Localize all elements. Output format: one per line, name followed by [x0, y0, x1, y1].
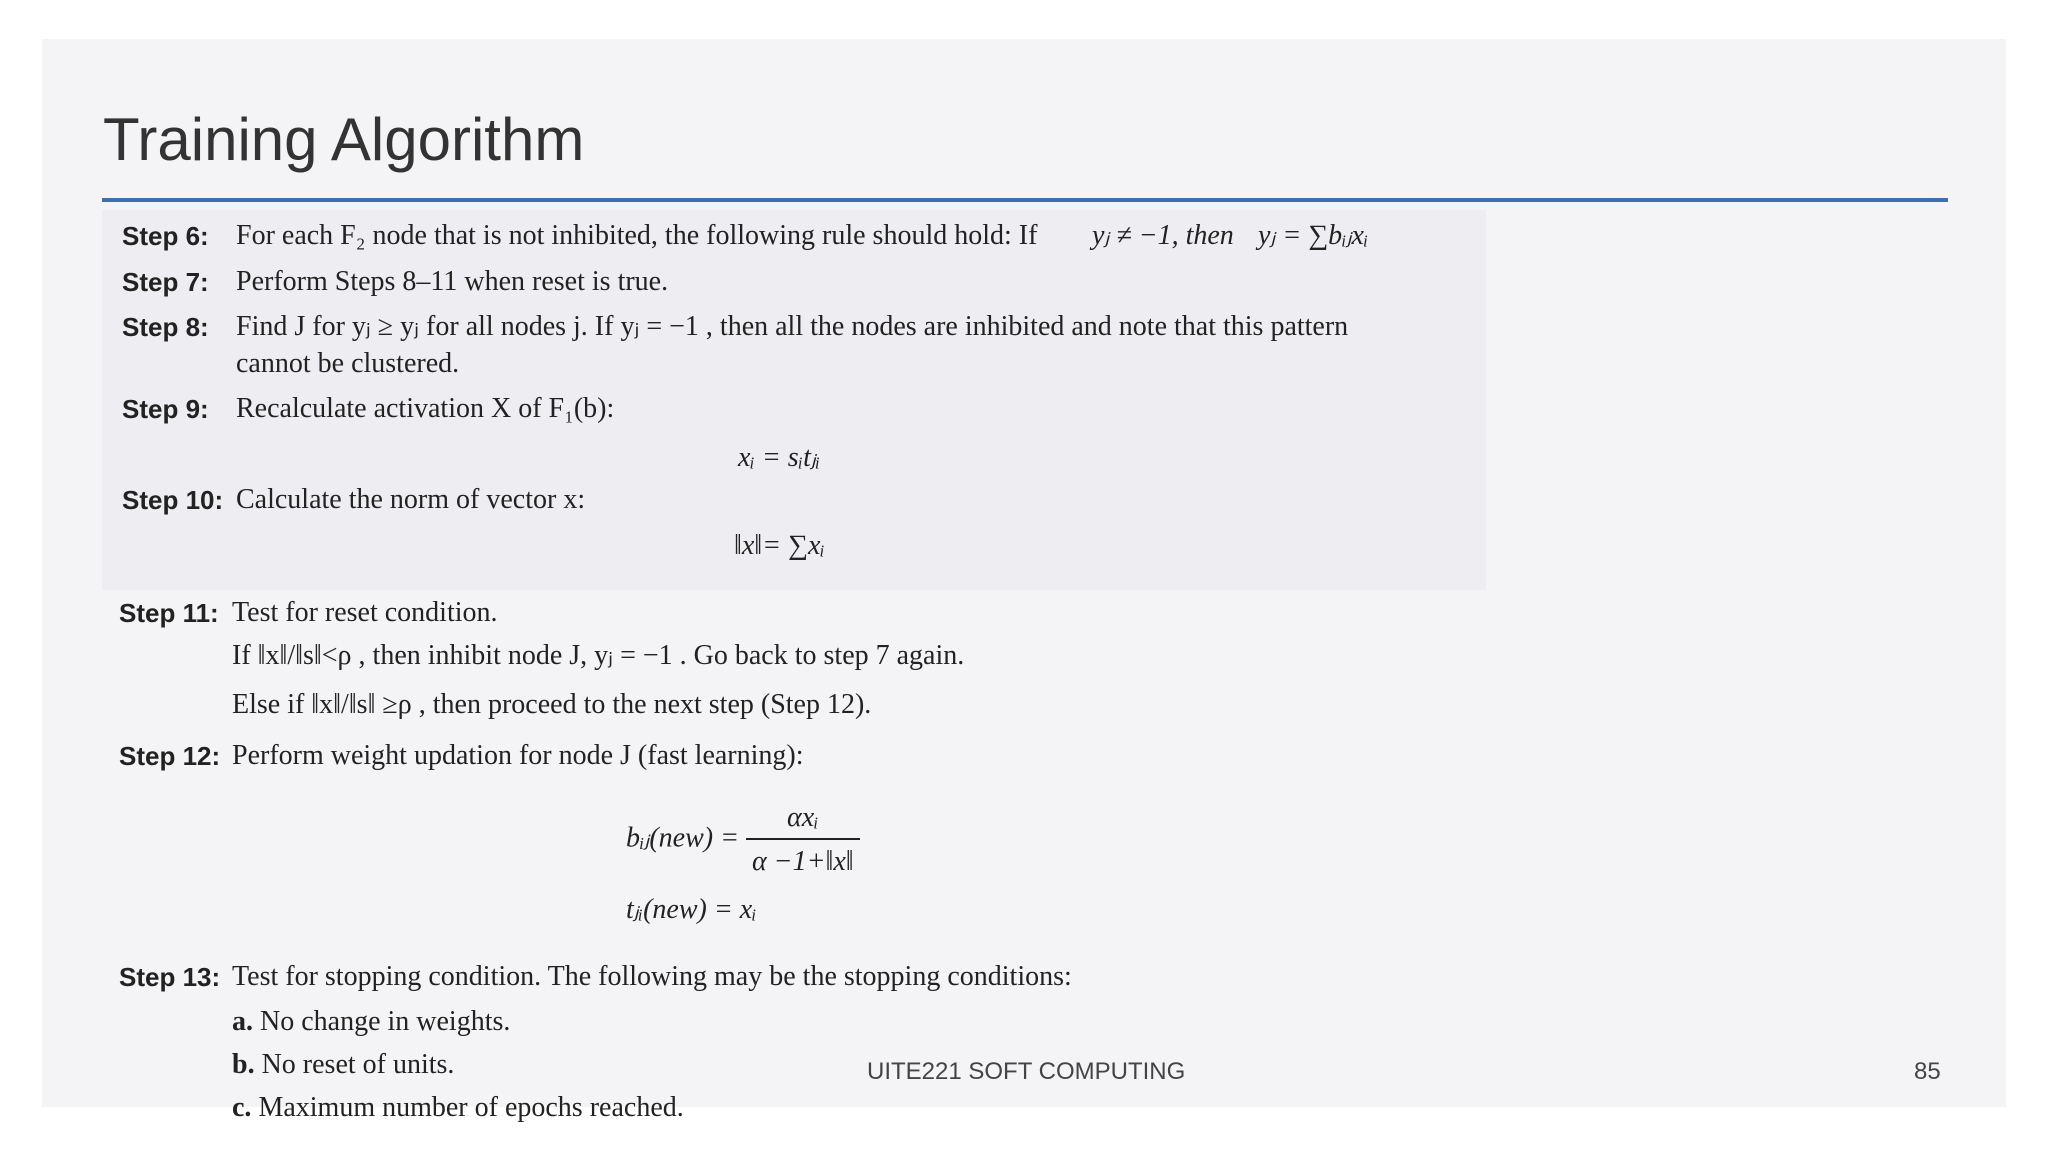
b-update-numerator: αxᵢ: [746, 800, 860, 840]
step-12-b-update: [626, 800, 860, 880]
list-item-key: c.: [232, 1092, 252, 1123]
step-12: [119, 738, 220, 775]
step-11-line-1: If ‖x‖/‖s‖<ρ , then inhibit node J, yⱼ = −1 . Go back to step 7 again.: [232, 640, 965, 671]
step-11-text: Test for reset condition.: [232, 597, 498, 628]
step-6-text: For each F₂ node that is not inhibited, the following rule should hold: If: [236, 220, 1038, 251]
step-7-label: Step 7:: [122, 267, 209, 297]
step-6-label: Step 6:: [122, 221, 209, 251]
step-10-formula: ‖x‖= ∑xᵢ: [734, 530, 825, 561]
list-item-key: a.: [232, 1006, 253, 1037]
footer-page-number: 85: [1914, 1058, 1941, 1085]
b-update-lhs: bᵢⱼ(new) =: [626, 822, 739, 854]
list-item: [232, 1047, 454, 1083]
step-11-label: Step 11:: [119, 598, 219, 628]
step-7-text: Perform Steps 8–11 when reset is true.: [236, 266, 669, 297]
list-item: [232, 1090, 684, 1126]
step-9-text: Recalculate activation X of F₁(b):: [236, 393, 615, 424]
step-11: [119, 595, 219, 632]
footer-course: UITE221 SOFT COMPUTING: [867, 1058, 1186, 1085]
step-8-continuation: cannot be clustered.: [236, 348, 460, 379]
list-item-text: No change in weights.: [260, 1006, 511, 1037]
step-8: [122, 309, 209, 346]
step-6-formula: yⱼ = ∑bᵢⱼxᵢ: [1258, 220, 1369, 251]
title-underline: [102, 198, 1948, 202]
step-6: [122, 218, 209, 255]
b-update-fraction: [746, 800, 860, 880]
list-item: [232, 1004, 510, 1040]
step-9: [122, 391, 209, 428]
step-10-text: Calculate the norm of vector x:: [236, 484, 586, 515]
step-12-label: Step 12:: [119, 741, 221, 771]
step-11-line-2: Else if ‖x‖/‖s‖ ≥ρ , then proceed to the next step (Step 12).: [232, 689, 872, 720]
list-item-text: No reset of units.: [261, 1049, 455, 1080]
step-8-label: Step 8:: [122, 312, 209, 342]
step-10-label: Step 10:: [122, 485, 224, 515]
step-13: [119, 959, 220, 996]
list-item-text: Maximum number of epochs reached.: [258, 1092, 684, 1123]
step-9-label: Step 9:: [122, 394, 209, 424]
step-10: [122, 482, 223, 519]
step-13-text: Test for stopping condition. The following may be the stopping conditions:: [232, 961, 1072, 992]
step-6-condition: yⱼ ≠ −1, then: [1092, 220, 1234, 251]
page-title: Training Algorithm: [103, 106, 585, 173]
step-13-label: Step 13:: [119, 962, 221, 992]
step-7: [122, 264, 209, 301]
step-12-t-update: tⱼᵢ(new) = xᵢ: [626, 894, 757, 925]
step-12-text: Perform weight updation for node J (fast learning):: [232, 740, 804, 771]
step-8-text: Find J for yⱼ ≥ yⱼ for all nodes j. If yⱼ = −1 , then all the nodes are inhibited and note that this pattern: [236, 311, 1349, 342]
b-update-denominator: α −1+‖x‖: [751, 846, 854, 877]
list-item-key: b.: [232, 1049, 255, 1080]
step-9-formula: xᵢ = sᵢtⱼᵢ: [738, 442, 821, 473]
